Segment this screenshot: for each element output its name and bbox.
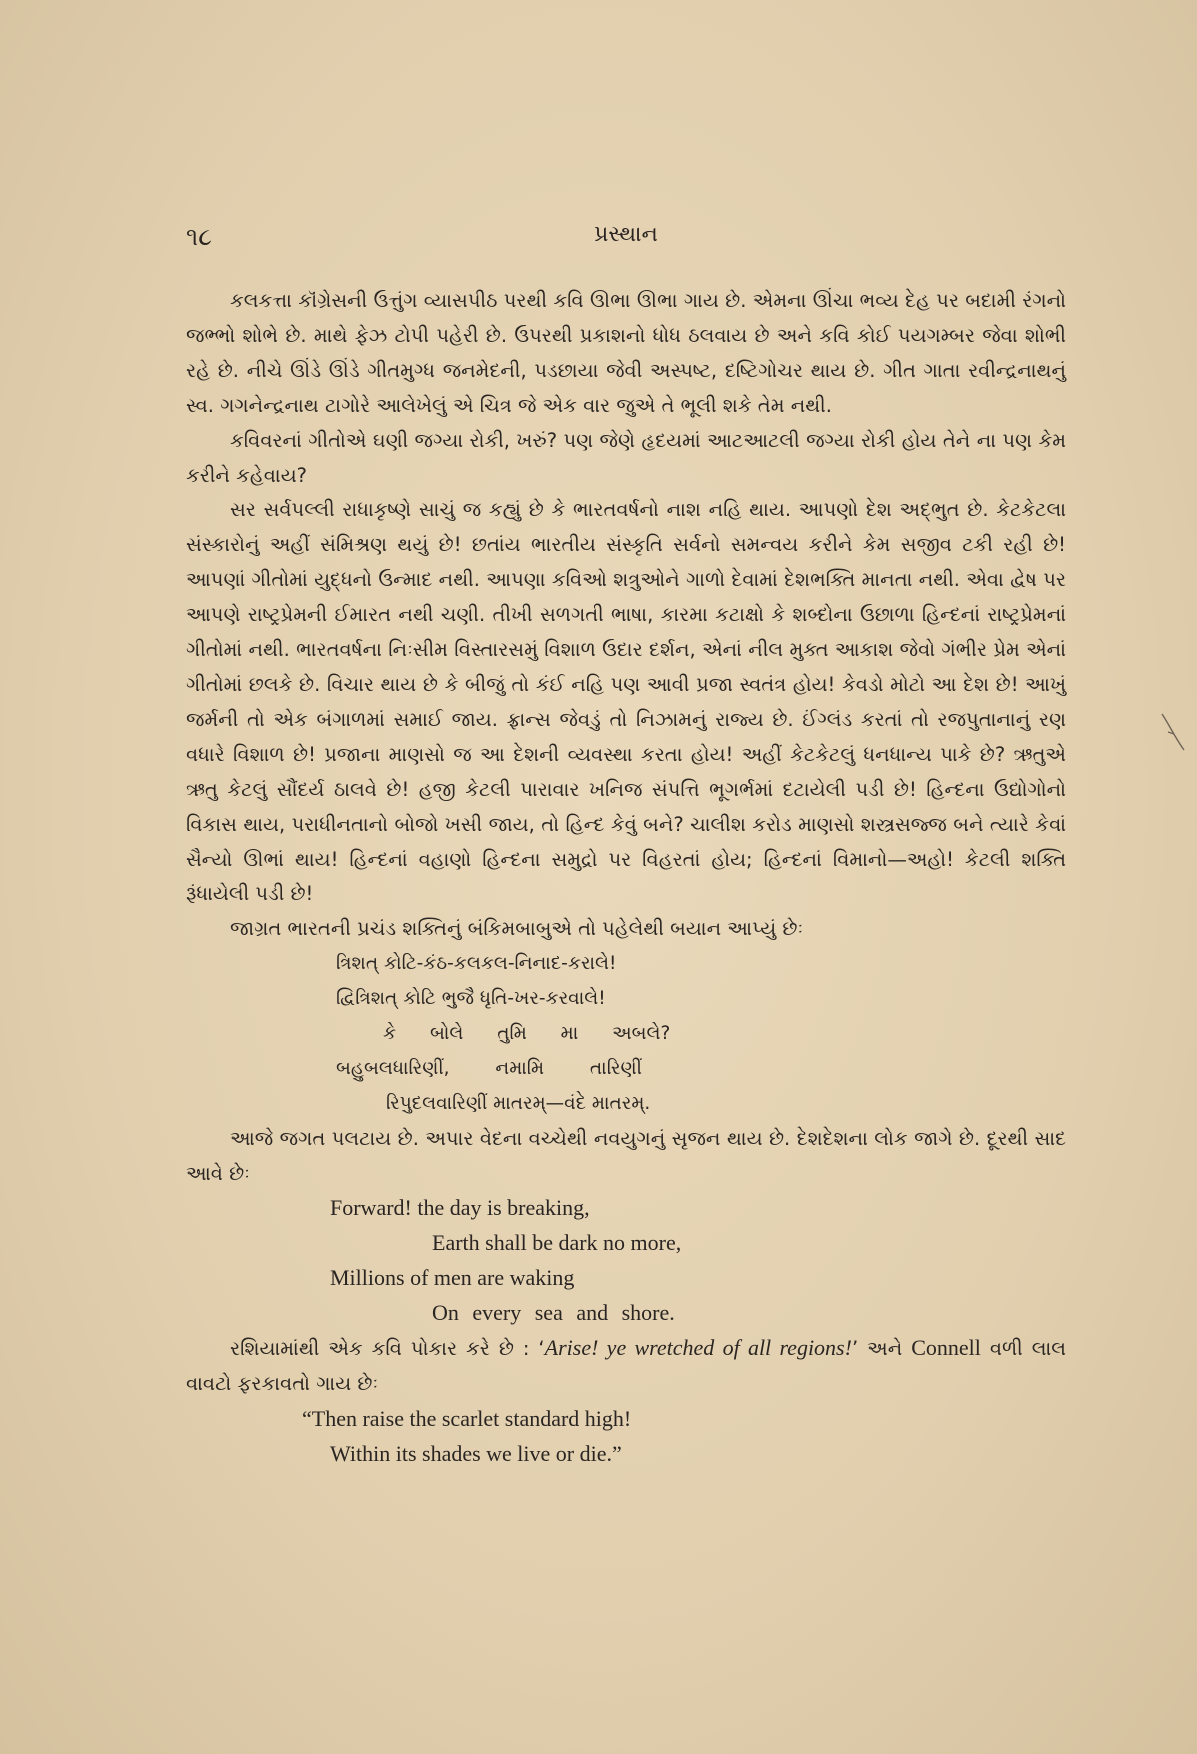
running-title: પ્રસ્થાન (594, 222, 658, 247)
quoted-slogan: Arise! ye wretched of all regions! (544, 1335, 852, 1361)
paragraph-6-middle: ’ અને (851, 1337, 912, 1361)
paragraph-6 (186, 1331, 1066, 1402)
page-number: ૧૮ (186, 222, 213, 251)
pencil-mark-icon (1160, 712, 1186, 752)
verse-line: દ્વિત્રિશત્ કોટિ ભુજૈ ધૃતિ-ખર-કરવાલે! (336, 988, 606, 1010)
verse-line: Millions of men are waking (330, 1265, 575, 1291)
verse-line: બહુબલધારિણીં, નમામિ તારિણીં (336, 1057, 642, 1079)
verse-line: કે બોલે તુમિ મા અબલે? (383, 1023, 671, 1044)
verse-line: Within its shades we live or die.” (330, 1440, 622, 1466)
paragraph-6-start: રશિયામાંથી એક કવિ પોકાર કરે છે : ‘ (230, 1337, 545, 1361)
verse-line: Forward! the day is breaking, (330, 1195, 590, 1221)
body-text (186, 284, 1066, 1472)
verse-line: Earth shall be dark no more, (432, 1230, 682, 1256)
paragraph-5: આજે જગત પલટાય છે. અપાર વેદના વચ્ચેથી નવયુગનું સૃજન થાય છે. દેશદેશના લોક જાગે છે. દૂરથી સાદ આવે છેઃ (186, 1126, 1066, 1185)
paragraph-6-end: વળી લાલ વાવટો ફરકાવતો ગાય છેઃ (186, 1337, 1066, 1395)
verse-line: On every sea and shore. (432, 1300, 675, 1326)
verse-line: રિપુદલવારિણીં માતરમ્—વંદે માતરમ્. (386, 1092, 651, 1114)
verse-line: “Then raise the scarlet standard high! (302, 1405, 632, 1431)
poet-name: Connell (911, 1335, 981, 1361)
paragraph-4: જાગ્રત ભારતની પ્રચંડ શક્તિનું બંકિમબાબુએ તો પહેલેથી બયાન આપ્યું છેઃ (230, 917, 804, 941)
english-verse-1 (186, 1191, 1066, 1331)
verse-line: ત્રિશત્ કોટિ-કંઠ-કલકલ-નિનાદ-કરાલે! (336, 953, 617, 975)
gujarati-verse (186, 947, 1066, 1121)
paragraph-3: સર સર્વપલ્લી રાધાકૃષ્ણે સાચું જ કહ્યું છે કે ભારતવર્ષનો નાશ નહિ થાય. આપણો દેશ અદ્ભુત છે. કેટકેટલા સંસ્કારોનું અહીં સંમિશ્રણ થયું છે! છતાંય ભારતીય સંસ્કૃતિ સર્વનો સમન્વય કરીને કેમ સજીવ ટકી રહી છે! આપણાં ગીતોમાં યુદ્ધનો ઉન્માદ નથી. આપણા કવિઓ શત્રુઓને ગાળો દેવામાં દેશભક્તિ માનતા નથી. એવા દ્વેષ પર આપણે રાષ્ટ્રપ્રેમની ઈમારત નથી ચણી. તીખી સળગતી ભાષા, કારમા કટાક્ષો કે શબ્દોના ઉછાળા હિન્દનાં રાષ્ટ્રપ્રેમનાં ગીતોમાં નથી. ભારતવર્ષના નિઃસીમ વિસ્તારસમું વિશાળ ઉદાર દર્શન, એનાં નીલ મુક્ત આકાશ જેવો ગંભીર પ્રેમ એનાં ગીતોમાં છલકે છે. વિચાર થાય છે કે બીજું તો કંઈ નહિ પણ આવી પ્રજા સ્વતંત્ર હોય! કેવડો મોટો આ દેશ છે! આખું જર્મની તો એક બંગાળમાં સમાઈ જાય. ફ્રાન્સ જેવડું તો નિઝામનું રાજ્ય છે. ઈંગ્લંડ કરતાં તો રજપુતાનાનું રણ વધારે વિશાળ છે! પ્રજાના માણસો જ આ દેશની વ્યવસ્થા કરતા હોય! અહીં કેટકેટલું ધનધાન્ય પાકે છે? ઋતુએ ઋતુ કેટલું સૌંદર્ય ઠાલવે છે! હજી કેટલી પારાવાર ખનિજ સંપત્તિ ભૂગર્ભમાં દટાયેલી પડી છે! હિન્દના ઉદ્યોગોનો વિકાસ થાય, પરાધીનતાનો બોજો ખસી જાય, તો હિન્દ કેવું બને? ચાલીશ કરોડ માણસો શસ્ત્રસજ્જ બને ત્યારે કેવાં સૈન્યો ઊભાં થાય! હિન્દનાં વહાણો હિન્દના સમુદ્રો પર વિહરતાં હોય; હિન્દનાં વિમાનો—અહો! કેટલી શક્તિ રૂંધાયેલી પડી છે! (186, 498, 1066, 906)
paragraph-1: કલકત્તા કૉંગ્રેસની ઉત્તુંગ વ્યાસપીઠ પરથી કવિ ઊભા ઊભા ગાય છે. એમના ઊંચા ભવ્ય દેહ પર બદામી રંગનો જભ્ભો શોભે છે. માથે ફેઝ ટોપી પહેરી છે. ઉપરથી પ્રકાશનો ધોધ ઠલવાય છે અને કવિ કોઈ પયગમ્બર જેવા શોભી રહે છે. નીચે ઊંડે ઊંડે ગીતમુગ્ધ જનમેદની, પડછાયા જેવી અસ્પષ્ટ, દષ્ટિગોચર થાય છે. ગીત ગાતા રવીન્દ્રનાથનું સ્વ. ગગનેન્દ્રનાથ ટાગોરે આલેખેલું એ ચિત્ર જે એક વાર જુએ તે ભૂલી શકે તેમ નથી. (186, 289, 1066, 417)
page-header (186, 222, 1066, 254)
english-verse-2 (186, 1402, 1066, 1472)
paragraph-2: કવિવરનાં ગીતોએ ઘણી જગ્યા રોકી, ખરું? પણ જેણે હૃદયમાં આટઆટલી જગ્યા રોકી હોય તેને ના પણ કેમ કરીને કહેવાય? (186, 428, 1066, 487)
